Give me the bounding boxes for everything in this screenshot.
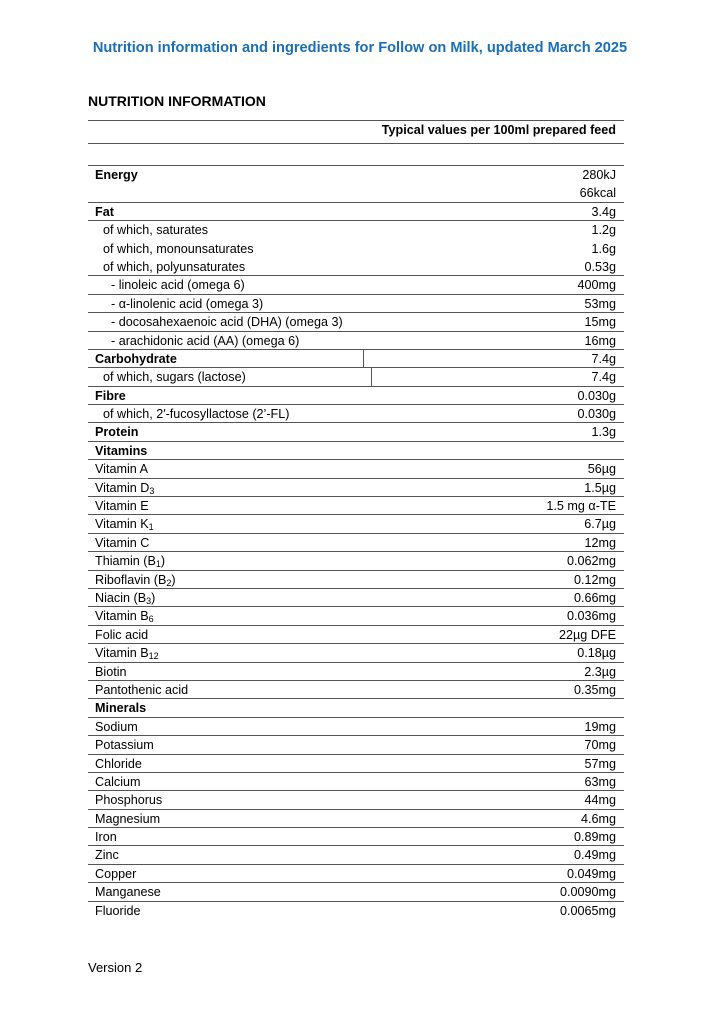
nutrient-label: Thiamin $(B_1)$ bbox=[95, 554, 166, 570]
nutrient-value: 7.4g bbox=[591, 351, 616, 366]
nutrient-label: of which, polyunsaturates bbox=[103, 259, 246, 274]
nutrient-value: 0.036mg bbox=[566, 609, 616, 624]
table-row bbox=[88, 368, 624, 386]
nutrient-value: 0.66mg bbox=[573, 590, 616, 605]
table-row bbox=[88, 276, 624, 294]
nutrient-label: Phosphorus bbox=[95, 793, 163, 808]
table-row bbox=[88, 387, 624, 405]
table-row bbox=[88, 828, 624, 846]
nutrient-label: Magnesium bbox=[95, 811, 161, 826]
nutrient-label: Vitamin $K_1$ bbox=[95, 517, 154, 533]
nutrient-value: 57mg bbox=[584, 756, 616, 771]
table-row bbox=[88, 589, 624, 607]
nutrient-value: 1.5 mg α-TE bbox=[546, 499, 616, 514]
nutrient-value: 0.53g bbox=[584, 259, 616, 274]
nutrient-value bbox=[616, 442, 624, 459]
nutrient-value: 53mg bbox=[584, 296, 616, 311]
nutrient-value: 0.062mg bbox=[566, 554, 616, 569]
nutrient-value: 22µg DFE bbox=[559, 627, 616, 642]
nutrient-label bbox=[88, 184, 580, 201]
nutrient-label: Calcium bbox=[95, 774, 141, 789]
nutrient-label: Vitamins bbox=[95, 443, 148, 458]
table-row bbox=[88, 552, 624, 570]
nutrient-label: of which, 2′-fucosyllactose (2’-FL) bbox=[103, 407, 290, 422]
nutrient-label: Pantothenic acid bbox=[95, 682, 189, 697]
table-row bbox=[88, 865, 624, 883]
nutrient-label: Vitamin $D_3$ bbox=[95, 480, 155, 496]
nutrient-value: 56µg bbox=[587, 462, 616, 477]
table-row bbox=[88, 846, 624, 864]
table-row bbox=[88, 736, 624, 754]
table-row bbox=[88, 626, 624, 644]
table-row bbox=[88, 902, 624, 920]
nutrient-value: 0.49mg bbox=[573, 848, 616, 863]
nutrient-label: Vitamin $B_{12}$ bbox=[95, 646, 159, 662]
nutrient-label: - α-linolenic acid (omega 3) bbox=[111, 296, 264, 311]
nutrient-label: Minerals bbox=[95, 701, 147, 716]
nutrient-value: 6.7µg bbox=[584, 517, 616, 532]
table-row bbox=[88, 479, 624, 497]
nutrient-value: 1.2g bbox=[591, 223, 616, 238]
nutrient-value: 0.030g bbox=[577, 388, 616, 403]
nutrient-label: Energy bbox=[95, 168, 138, 182]
nutrient-value: 44mg bbox=[584, 793, 616, 808]
nutrient-value: 15mg bbox=[584, 315, 616, 330]
nutrient-value: 7.4g bbox=[591, 370, 616, 385]
nutrient-label: Zinc bbox=[95, 848, 119, 863]
table-row bbox=[88, 184, 624, 202]
column-header: Typical values per 100ml prepared feed bbox=[88, 121, 624, 144]
nutrient-label: Biotin bbox=[95, 664, 127, 679]
nutrient-label: Protein bbox=[95, 425, 139, 440]
table-row bbox=[88, 240, 624, 258]
nutrient-label: Fibre bbox=[95, 388, 126, 403]
nutrient-value: 63mg bbox=[584, 774, 616, 789]
nutrient-value: 0.18µg bbox=[577, 646, 616, 661]
nutrient-label: Sodium bbox=[95, 719, 138, 734]
nutrient-label: Fluoride bbox=[95, 903, 141, 918]
nutrient-label: Vitamin C bbox=[95, 535, 150, 550]
nutrient-label: of which, monounsaturates bbox=[103, 241, 254, 256]
nutrient-label: Copper bbox=[95, 866, 137, 881]
nutrient-label: Fat bbox=[95, 204, 114, 219]
table-row bbox=[88, 203, 624, 221]
nutrient-value: 0.049mg bbox=[566, 866, 616, 881]
nutrient-label: Niacin $(B_3)$ bbox=[95, 590, 156, 606]
nutrient-value: 70mg bbox=[584, 738, 616, 753]
nutrient-label: - docosahexaenoic acid (DHA) (omega 3) bbox=[111, 315, 343, 330]
table-row bbox=[88, 405, 624, 423]
nutrient-label: Carbohydrate bbox=[88, 350, 364, 367]
table-row bbox=[88, 442, 624, 460]
nutrition-table bbox=[88, 120, 624, 920]
table-row bbox=[88, 755, 624, 773]
table-row bbox=[88, 295, 624, 313]
nutrient-label: of which, sugars (lactose) bbox=[88, 368, 372, 385]
nutrient-value: 0.89mg bbox=[573, 830, 616, 845]
nutrient-label: Iron bbox=[95, 830, 117, 845]
nutrient-label: of which, saturates bbox=[103, 223, 208, 238]
nutrient-value bbox=[616, 699, 624, 716]
table-row bbox=[88, 810, 624, 828]
nutrient-value: 66kcal bbox=[579, 186, 616, 201]
document-header: Nutrition information and ingredients for Follow on Milk, updated March 2025 bbox=[92, 40, 628, 56]
table-row bbox=[88, 773, 624, 791]
nutrient-label: Potassium bbox=[95, 738, 154, 753]
section-title: NUTRITION INFORMATION bbox=[88, 93, 266, 109]
nutrient-value: 16mg bbox=[584, 333, 616, 348]
nutrient-value: 1.3g bbox=[591, 425, 616, 440]
nutrient-value: 280kJ bbox=[582, 168, 616, 182]
table-row bbox=[88, 791, 624, 809]
nutrient-value: 1.6g bbox=[591, 241, 616, 256]
table-row bbox=[88, 423, 624, 441]
table-row bbox=[88, 313, 624, 331]
table-row bbox=[88, 534, 624, 552]
table-row bbox=[88, 221, 624, 239]
table-row bbox=[88, 718, 624, 736]
nutrient-label: - linoleic acid (omega 6) bbox=[111, 278, 245, 293]
nutrient-value: 12mg bbox=[584, 535, 616, 550]
nutrient-label: Vitamin A bbox=[95, 462, 148, 477]
nutrient-value: 400mg bbox=[577, 278, 616, 293]
table-row bbox=[88, 515, 624, 533]
nutrient-value: 0.0090mg bbox=[559, 885, 616, 900]
nutrient-value: 0.12mg bbox=[573, 572, 616, 587]
table-spacer bbox=[88, 144, 624, 166]
nutrient-label: - arachidonic acid (AA) (omega 6) bbox=[111, 333, 300, 348]
table-body bbox=[88, 166, 624, 920]
nutrient-label: Vitamin E bbox=[95, 499, 149, 514]
version-footer: Version 2 bbox=[88, 960, 143, 975]
nutrient-value: 19mg bbox=[584, 719, 616, 734]
nutrient-label: Riboflavin $(B_2)$ bbox=[95, 572, 176, 588]
table-row bbox=[88, 166, 624, 184]
nutrient-value: 2.3µg bbox=[584, 664, 616, 679]
nutrient-value: 4.6mg bbox=[580, 811, 616, 826]
table-row bbox=[88, 681, 624, 699]
nutrient-value: 1.5µg bbox=[584, 480, 616, 495]
table-row bbox=[88, 350, 624, 368]
nutrient-value: 0.35mg bbox=[573, 682, 616, 697]
nutrient-label: Chloride bbox=[95, 756, 142, 771]
table-row bbox=[88, 663, 624, 681]
nutrient-value: 3.4g bbox=[591, 204, 616, 219]
table-row bbox=[88, 699, 624, 717]
nutrient-label: Vitamin $B_6$ bbox=[95, 609, 154, 625]
table-row bbox=[88, 644, 624, 662]
nutrient-label: Folic acid bbox=[95, 627, 149, 642]
nutrient-value: 0.030g bbox=[577, 407, 616, 422]
nutrient-value: 0.0065mg bbox=[559, 903, 616, 918]
nutrient-label: Manganese bbox=[95, 885, 161, 900]
table-row bbox=[88, 497, 624, 515]
table-row bbox=[88, 883, 624, 901]
table-row bbox=[88, 607, 624, 625]
table-row bbox=[88, 332, 624, 350]
table-row bbox=[88, 258, 624, 276]
table-row bbox=[88, 460, 624, 478]
table-row bbox=[88, 571, 624, 589]
